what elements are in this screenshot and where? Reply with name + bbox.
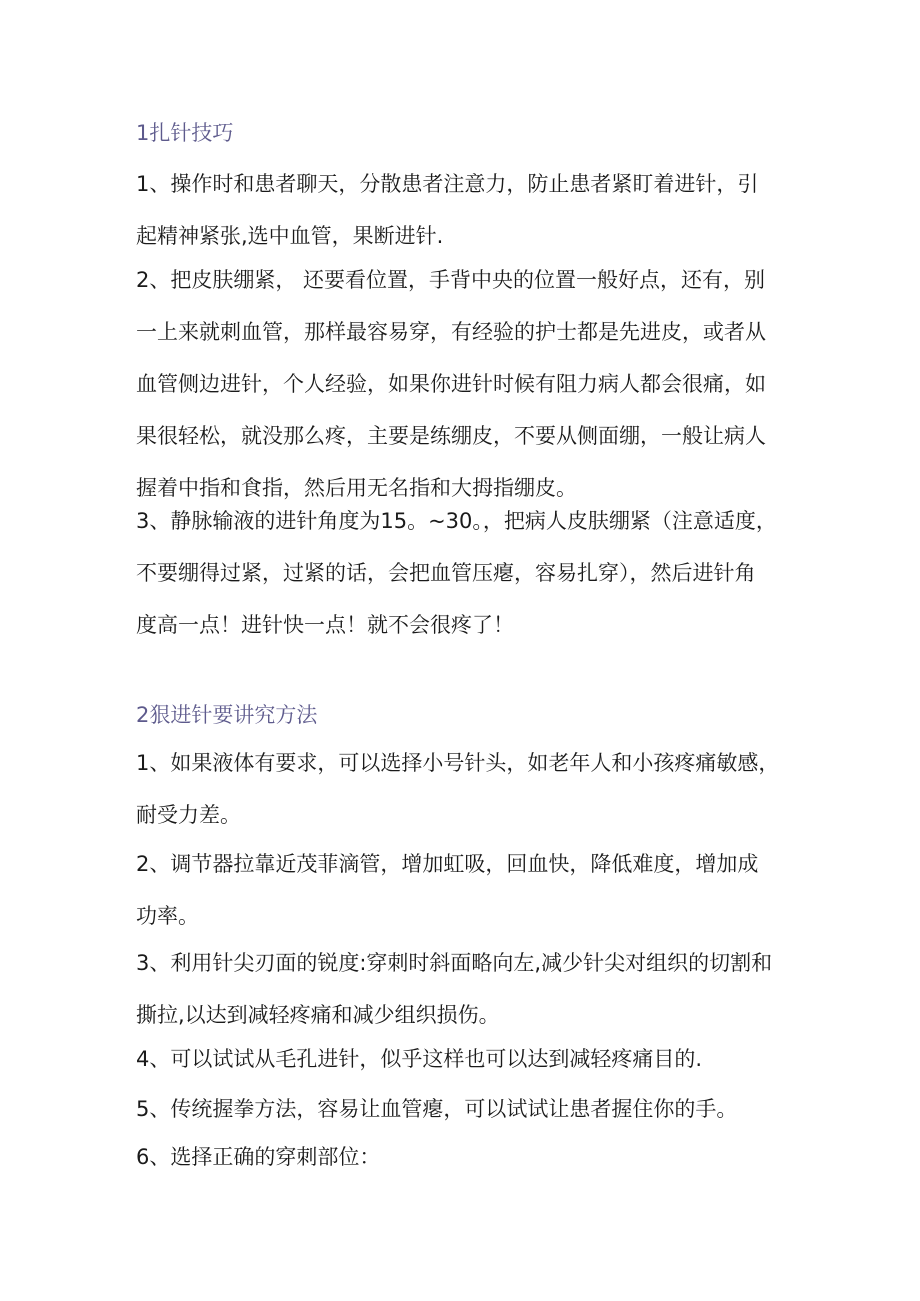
paragraph xyxy=(136,937,796,1041)
paragraph-line: 1、操作时和患者聊天，分散患者注意力，防止患者紧盯着进针，引 xyxy=(136,172,759,196)
paragraph-line: 4、可以试试从毛孔进针，似乎这样也可以达到减轻疼痛目的. xyxy=(136,1047,703,1071)
paragraph-line: 起精神紧张,选中血管，果断进针. xyxy=(136,224,444,248)
paragraph xyxy=(136,254,796,514)
paragraph xyxy=(136,838,796,942)
paragraph-line: 3、静脉输液的进针角度为15。~30。，把病人皮肤绷紧（注意适度， xyxy=(136,509,777,533)
paragraph-line: 血管侧边进针，个人经验，如果你进针时候有阻力病人都会很痛，如 xyxy=(136,372,766,396)
section-heading: 1扎针技巧 xyxy=(136,121,234,145)
paragraph-line: 撕拉,以达到减轻疼痛和减少组织损伤。 xyxy=(136,1003,500,1027)
paragraph xyxy=(136,1033,796,1085)
paragraph-line: 握着中指和食指，然后用无名指和大拇指绷皮。 xyxy=(136,476,577,500)
paragraph-line: 2、把皮肤绷紧， 还要看位置，手背中央的位置一般好点，还有，别 xyxy=(136,268,766,292)
paragraph xyxy=(136,1131,796,1183)
paragraph-line: 度高一点！进针快一点！就不会很疼了！ xyxy=(136,613,514,637)
paragraph-line: 1、如果液体有要求，可以选择小号针头，如老年人和小孩疼痛敏感， xyxy=(136,751,780,775)
paragraph-line: 2、调节器拉靠近茂菲滴管，增加虹吸，回血快，降低难度，增加成 xyxy=(136,852,759,876)
paragraph-line: 耐受力差。 xyxy=(136,803,241,827)
paragraph xyxy=(136,1083,796,1135)
paragraph-line: 果很轻松，就没那么疼，主要是练绷皮，不要从侧面绷，一般让病人 xyxy=(136,424,766,448)
paragraph-line: 功率。 xyxy=(136,904,199,928)
paragraph xyxy=(136,158,796,262)
paragraph xyxy=(136,495,796,651)
paragraph xyxy=(136,737,796,841)
paragraph-line: 5、传统握拳方法，容易让血管瘪，可以试试让患者握住你的手。 xyxy=(136,1097,738,1121)
section-heading: 2狠进针要讲究方法 xyxy=(136,703,318,727)
paragraph-line: 一上来就刺血管，那样最容易穿，有经验的护士都是先进皮，或者从 xyxy=(136,320,766,344)
paragraph-line: 3、利用针尖刃面的锐度:穿刺时斜面略向左,减少针尖对组织的切割和 xyxy=(136,951,773,975)
paragraph-line: 6、选择正确的穿刺部位： xyxy=(136,1145,381,1169)
paragraph-line: 不要绷得过紧，过紧的话，会把血管压瘪，容易扎穿），然后进针角 xyxy=(136,561,756,585)
